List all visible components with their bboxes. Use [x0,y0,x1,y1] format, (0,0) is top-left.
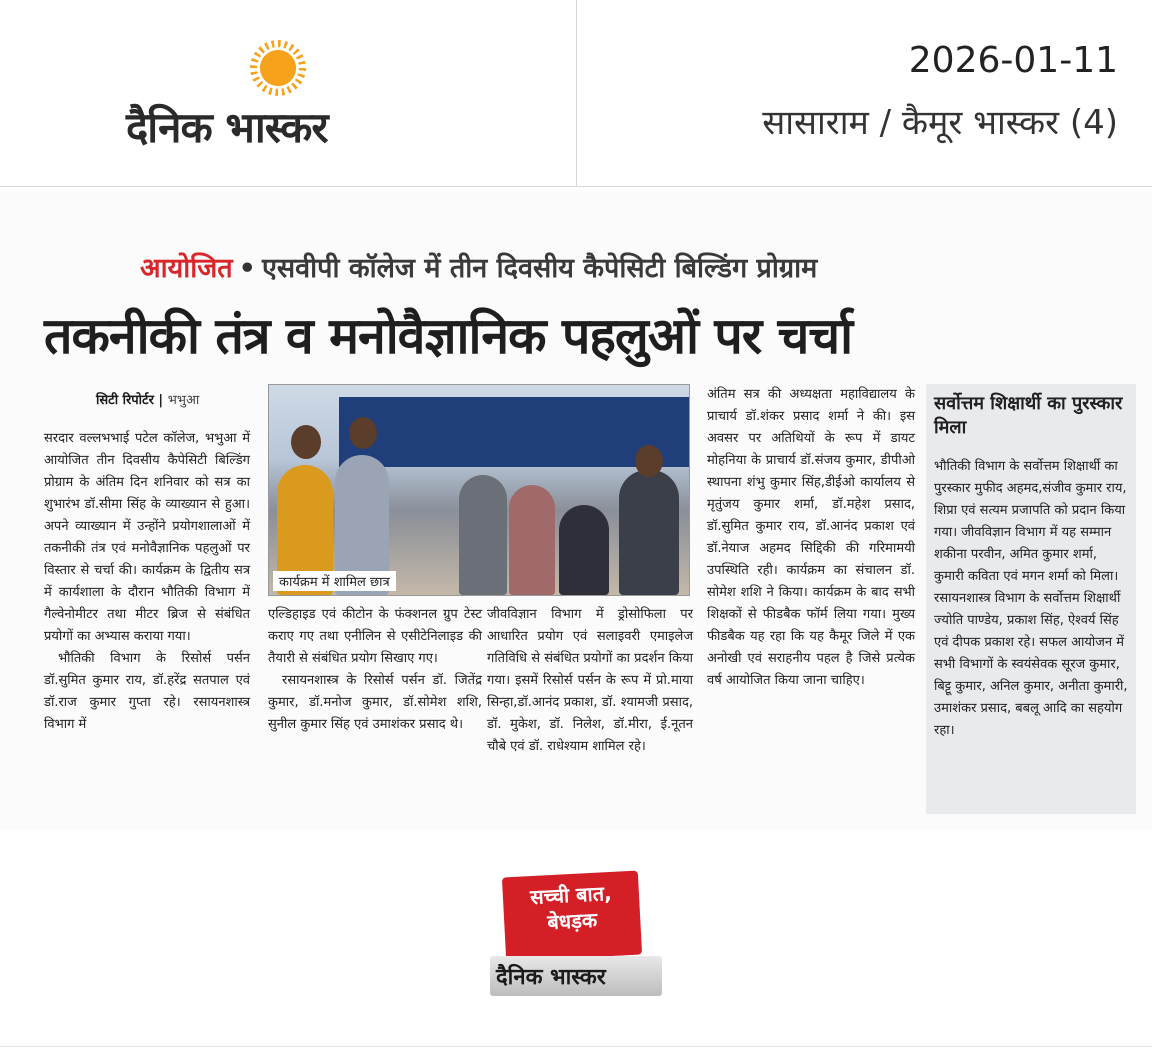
kicker-label: आयोजित [140,253,233,284]
photo-person [459,475,507,595]
sidebar-title: सर्वोत्तम शिक्षार्थी का पुरस्कार मिला [934,393,1123,438]
header-divider [576,0,577,186]
headline: तकनीकी तंत्र व मनोवैज्ञानिक पहलुओं पर चर्चा [44,307,853,365]
article-column-4 [707,384,915,692]
article-column-1 [44,428,250,736]
photo-person-head [291,425,321,459]
bottom-divider [0,1046,1152,1047]
photo-person [619,470,679,595]
paragraph: भौतिकी विभाग के रिसोर्स पर्सन डॉ.सुमित कुमार राय, डॉ.हरेंद्र सतपाल एवं डॉ.राज कुमार गुप्ता रहे। रसायनशास्त्र विभाग में [44,651,250,732]
paragraph: अंतिम सत्र की अध्यक्षता महाविद्यालय के प्राचार्य डॉ.शंकर प्रसाद शर्मा ने की। इस अवसर पर अतिथियों के रूप में डायट मोहनिया के प्राचार्य डॉ.संजय कुमार, डीपीओ स्थापना शंभु कुमार सिंह,डीईओ कार्यालय से मृतुंजय कुमार शर्मा, डॉ.महेश प्रसाद, डॉ.सुमित कुमार राय, डॉ.आनंद प्रकाश एवं डॉ.नेयाज अहमद सिद्दिकी की गरिमामयी उपस्थिति रही। कार्यक्रम का संचालन डॉ. सोमेश शशि ने किया। कार्यक्रम के बाद सभी शिक्षकों से फीडबैक फॉर्म लिया गया। मुख्य फीडबैक यह रहा कि यह कैमूर जिले में एक अनोखी एवं सराहनीय पहल है जिसे प्रत्येक वर्ष आयोजित किया जाना चाहिए। [707,387,915,688]
logo-text: दैनिक भास्कर [126,103,328,152]
brand-promo-logo [490,870,662,1010]
paragraph: सरदार वल्लभभाई पटेल कॉलेज, भभुआ में आयोजित तीन दिवसीय कैपेसिटी बिल्डिंग प्रोग्राम के अंतिम दिन शनिवार को सत्र का शुभारंभ डॉ.सीमा सिंह के व्याख्यान से हुआ। अपने व्याख्यान में उन्होंने प्रयोगशालाओं में तकनीकी तंत्र एवं मनोवैज्ञानिक पहलुओं पर विस्तार से चर्चा की। कार्यक्रम के द्वितीय सत्र में कार्यशाला के दौरान भौतिकी विभाग में गैल्वेनोमीटर तथा मीटर ब्रिज से संबंधित प्रयोगों का अभ्यास कराया गया। [44,431,250,644]
sun-icon [250,40,306,96]
paragraph: एल्डिहाइड एवं कीटोन के फंक्शनल ग्रुप टेस्ट कराए गए तथा एनीलिन से एसीटेनिलाइड की तैयारी से संबंधित प्रयोग सिखाए गए। [268,607,482,666]
paragraph: रसायनशास्त्र के रिसोर्स पर्सन डॉ. जितेंद्र कुमार, डॉ.मनोज कुमार, डॉ.सोमेश शशि, सुनील कुमार सिंह एवं उमाशंकर प्रसाद थे। [268,673,482,732]
photo-person-head [349,417,377,449]
byline-place: भभुआ [167,393,200,408]
promo-tag [502,870,642,961]
sidebar-box [926,384,1136,814]
promo-brand: दैनिक भास्कर [496,965,606,990]
article-column-2 [268,604,482,736]
dainik-bhaskar-logo [120,40,440,160]
article-column-3 [487,604,693,758]
header-bar [0,0,1152,187]
photo-person [509,485,555,595]
kicker [140,248,817,285]
article-photo [268,384,690,596]
paragraph: जीवविज्ञान विभाग में ड्रोसोफिला पर आधारित प्रयोग एवं सलाइवरी एमाइलेज गतिविधि से संबंधित प्रयोगों का प्रदर्शन किया गया। इसमें रिसोर्स पर्सन के रूप में प्रो.माया सिन्हा,डॉ.आनंद प्रकाश, डॉ. श्यामजी प्रसाद, डॉ. मुकेश, डॉ. निलेश, डॉ.मीरा, ई.नूतन चौबे एवं डॉ. राधेश्याम शामिल रहे। [487,607,693,754]
promo-line-1: सच्ची बात, [529,880,613,910]
newspaper-clipping [0,190,1152,830]
edition-date: 2026-01-11 [908,40,1118,81]
newspaper-strip [490,956,662,996]
edition-name: सासाराम / कैमूर भास्कर (4) [762,103,1118,143]
kicker-separator: • [238,253,256,284]
photo-person [559,505,609,595]
photo-person-head [635,445,663,477]
sidebar-body: भौतिकी विभाग के सर्वोत्तम शिक्षार्थी का पुरस्कार मुफीद अहमद,संजीव कुमार राय, शिप्रा एवं सत्यम प्रजापति को प्रदान किया गया। जीवविज्ञान विभाग में यह सम्मान शकीना परवीन, अमित कुमार शर्मा, कुमारी कविता एवं मगन शर्मा को मिला। रसायनशास्त्र विभाग के सर्वोत्तम शिक्षार्थी ज्योति पाण्डेय, प्रकाश सिंह, ऐश्वर्य सिंह एवं दीपक प्रकाश रहे। सफल आयोजन में सभी विभागों के स्वयंसेवक सूरज कुमार, बिट्टू कुमार, अनिल कुमार, अनीता कुमारी, उमाशंकर प्रसाद, बबलू आदि का सहयोग रहा। [934,459,1128,738]
byline-reporter: सिटी रिपोर्टर | [96,393,164,408]
byline [96,390,199,408]
kicker-text: एसवीपी कॉलेज में तीन दिवसीय कैपेसिटी बिल्डिंग प्रोग्राम [261,253,818,284]
promo-line-2: बेधड़क [546,907,598,935]
photo-caption: कार्यक्रम में शामिल छात्र [273,571,396,591]
